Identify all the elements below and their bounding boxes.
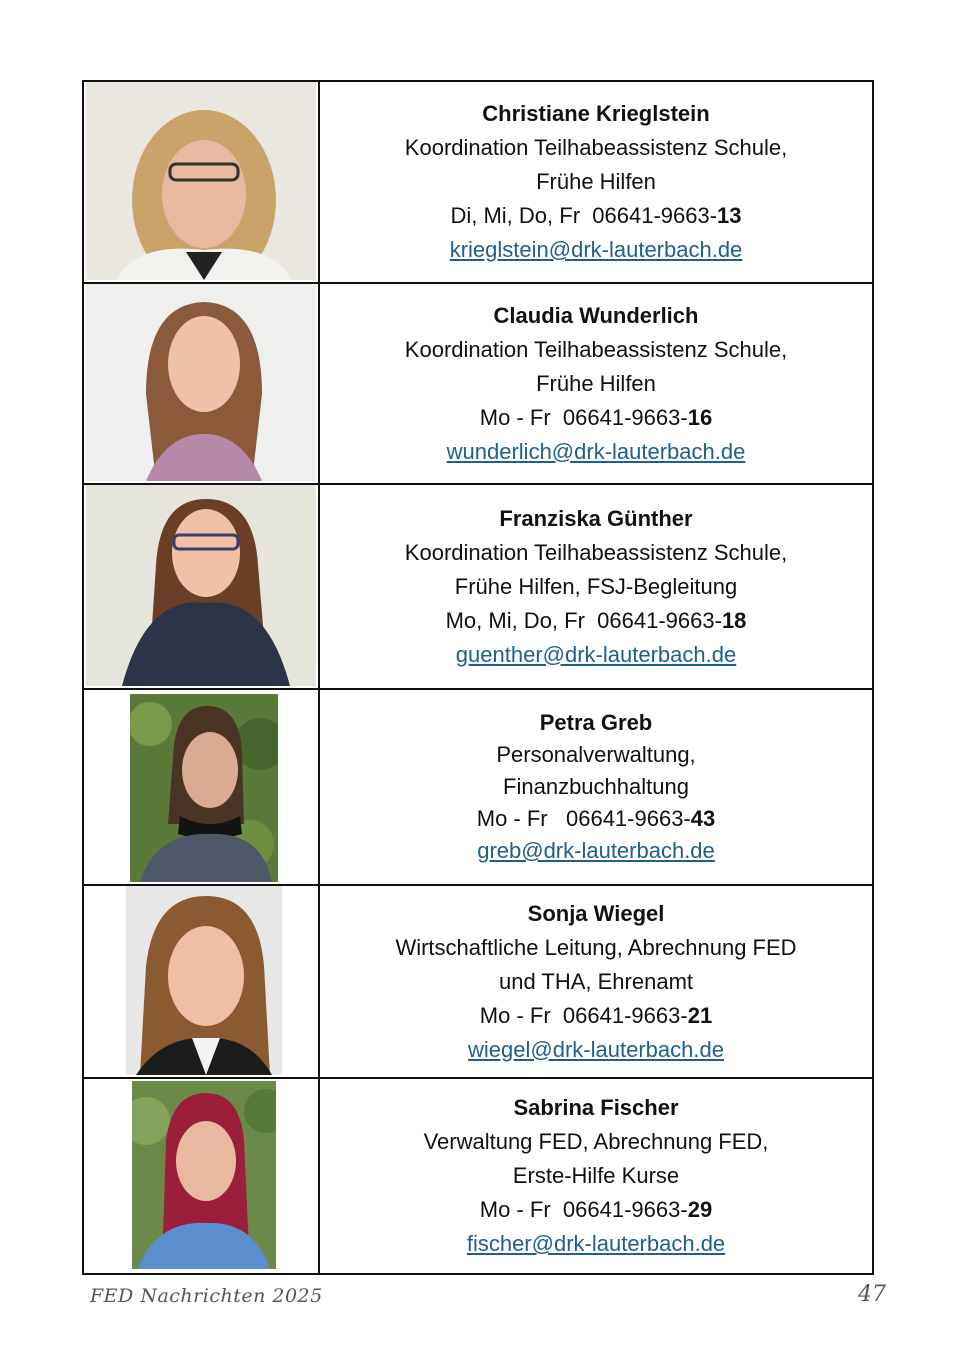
portrait-photo xyxy=(86,485,316,686)
role-line: Frühe Hilfen xyxy=(536,169,656,194)
portrait-photo xyxy=(86,284,316,481)
email-link[interactable]: krieglstein@drk-lauterbach.de xyxy=(449,237,743,262)
email-link[interactable]: wiegel@drk-lauterbach.de xyxy=(468,1036,724,1062)
person-name: Franziska Günther xyxy=(499,505,693,531)
contact-info xyxy=(319,689,873,885)
photo-cell xyxy=(83,81,319,283)
person-name: Sabrina Fischer xyxy=(513,1095,679,1120)
contact-info xyxy=(319,283,873,484)
phone-line xyxy=(320,199,872,233)
contact-info xyxy=(319,81,873,283)
portrait-photo xyxy=(126,886,282,1075)
person-name: Christiane Krieglstein xyxy=(482,101,710,126)
phone-extension: 16 xyxy=(687,404,713,430)
office-days: Mo, Mi, Do, Fr xyxy=(445,607,585,633)
photo-cell xyxy=(83,1078,319,1274)
office-days: Mo - Fr xyxy=(479,1197,551,1222)
portrait-photo xyxy=(130,694,278,882)
phone-extension: 21 xyxy=(687,1002,713,1028)
phone-number: 06641-9663- xyxy=(565,806,691,831)
email-link[interactable]: greb@drk-lauterbach.de xyxy=(477,838,715,863)
staff-table xyxy=(82,80,874,1275)
phone-extension: 43 xyxy=(690,806,716,831)
phone-line xyxy=(320,803,872,835)
office-days: Mo - Fr xyxy=(479,404,551,430)
staff-row xyxy=(83,689,873,885)
email-link[interactable]: guenther@drk-lauterbach.de xyxy=(455,641,737,667)
staff-row xyxy=(83,484,873,689)
photo-cell xyxy=(83,885,319,1078)
office-days: Di, Mi, Do, Fr xyxy=(450,203,581,228)
publication-footer: FED Nachrichten 2025 xyxy=(90,1285,323,1307)
phone-line xyxy=(320,1193,872,1227)
phone-number: 06641-9663- xyxy=(562,1197,688,1222)
role-line: Koordination Teilhabeassistenz Schule, xyxy=(404,135,788,160)
phone-line xyxy=(320,999,872,1033)
phone-number: 06641-9663- xyxy=(562,1002,688,1028)
email-link[interactable]: fischer@drk-lauterbach.de xyxy=(466,1231,726,1256)
person-name: Sonja Wiegel xyxy=(527,900,665,926)
office-days: Mo - Fr xyxy=(479,1002,551,1028)
portrait-photo xyxy=(86,82,316,280)
contact-info xyxy=(319,885,873,1078)
photo-cell xyxy=(83,283,319,484)
person-name: Claudia Wunderlich xyxy=(493,302,699,328)
phone-extension: 18 xyxy=(721,607,747,633)
phone-number: 06641-9663- xyxy=(592,203,718,228)
phone-number: 06641-9663- xyxy=(562,404,688,430)
email-link[interactable]: wunderlich@drk-lauterbach.de xyxy=(446,438,746,464)
phone-line xyxy=(320,401,872,435)
office-days: Mo - Fr xyxy=(476,806,548,831)
role-line: und THA, Ehrenamt xyxy=(498,968,694,994)
staff-row xyxy=(83,885,873,1078)
staff-row xyxy=(83,1078,873,1274)
role-line: Koordination Teilhabeassistenz Schule, xyxy=(404,539,788,565)
role-line: Frühe Hilfen, FSJ-Begleitung xyxy=(454,573,738,599)
role-line: Wirtschaftliche Leitung, Abrechnung FED xyxy=(395,934,797,960)
staff-row xyxy=(83,283,873,484)
person-name: Petra Greb xyxy=(539,710,653,735)
portrait-photo xyxy=(132,1081,276,1269)
photo-cell xyxy=(83,689,319,885)
phone-extension: 29 xyxy=(687,1197,713,1222)
role-line: Verwaltung FED, Abrechnung FED, xyxy=(423,1129,769,1154)
page-number: 47 xyxy=(858,1282,886,1307)
role-line: Personalverwaltung, xyxy=(496,742,696,767)
role-line: Finanzbuchhaltung xyxy=(503,774,689,799)
role-line: Erste-Hilfe Kurse xyxy=(512,1163,680,1188)
photo-cell xyxy=(83,484,319,689)
contact-info xyxy=(319,1078,873,1274)
staff-row xyxy=(83,81,873,283)
contact-info xyxy=(319,484,873,689)
phone-line xyxy=(320,604,872,638)
phone-number: 06641-9663- xyxy=(597,607,722,633)
role-line: Frühe Hilfen xyxy=(536,370,656,396)
role-line: Koordination Teilhabeassistenz Schule, xyxy=(404,336,788,362)
phone-extension: 13 xyxy=(717,203,742,228)
